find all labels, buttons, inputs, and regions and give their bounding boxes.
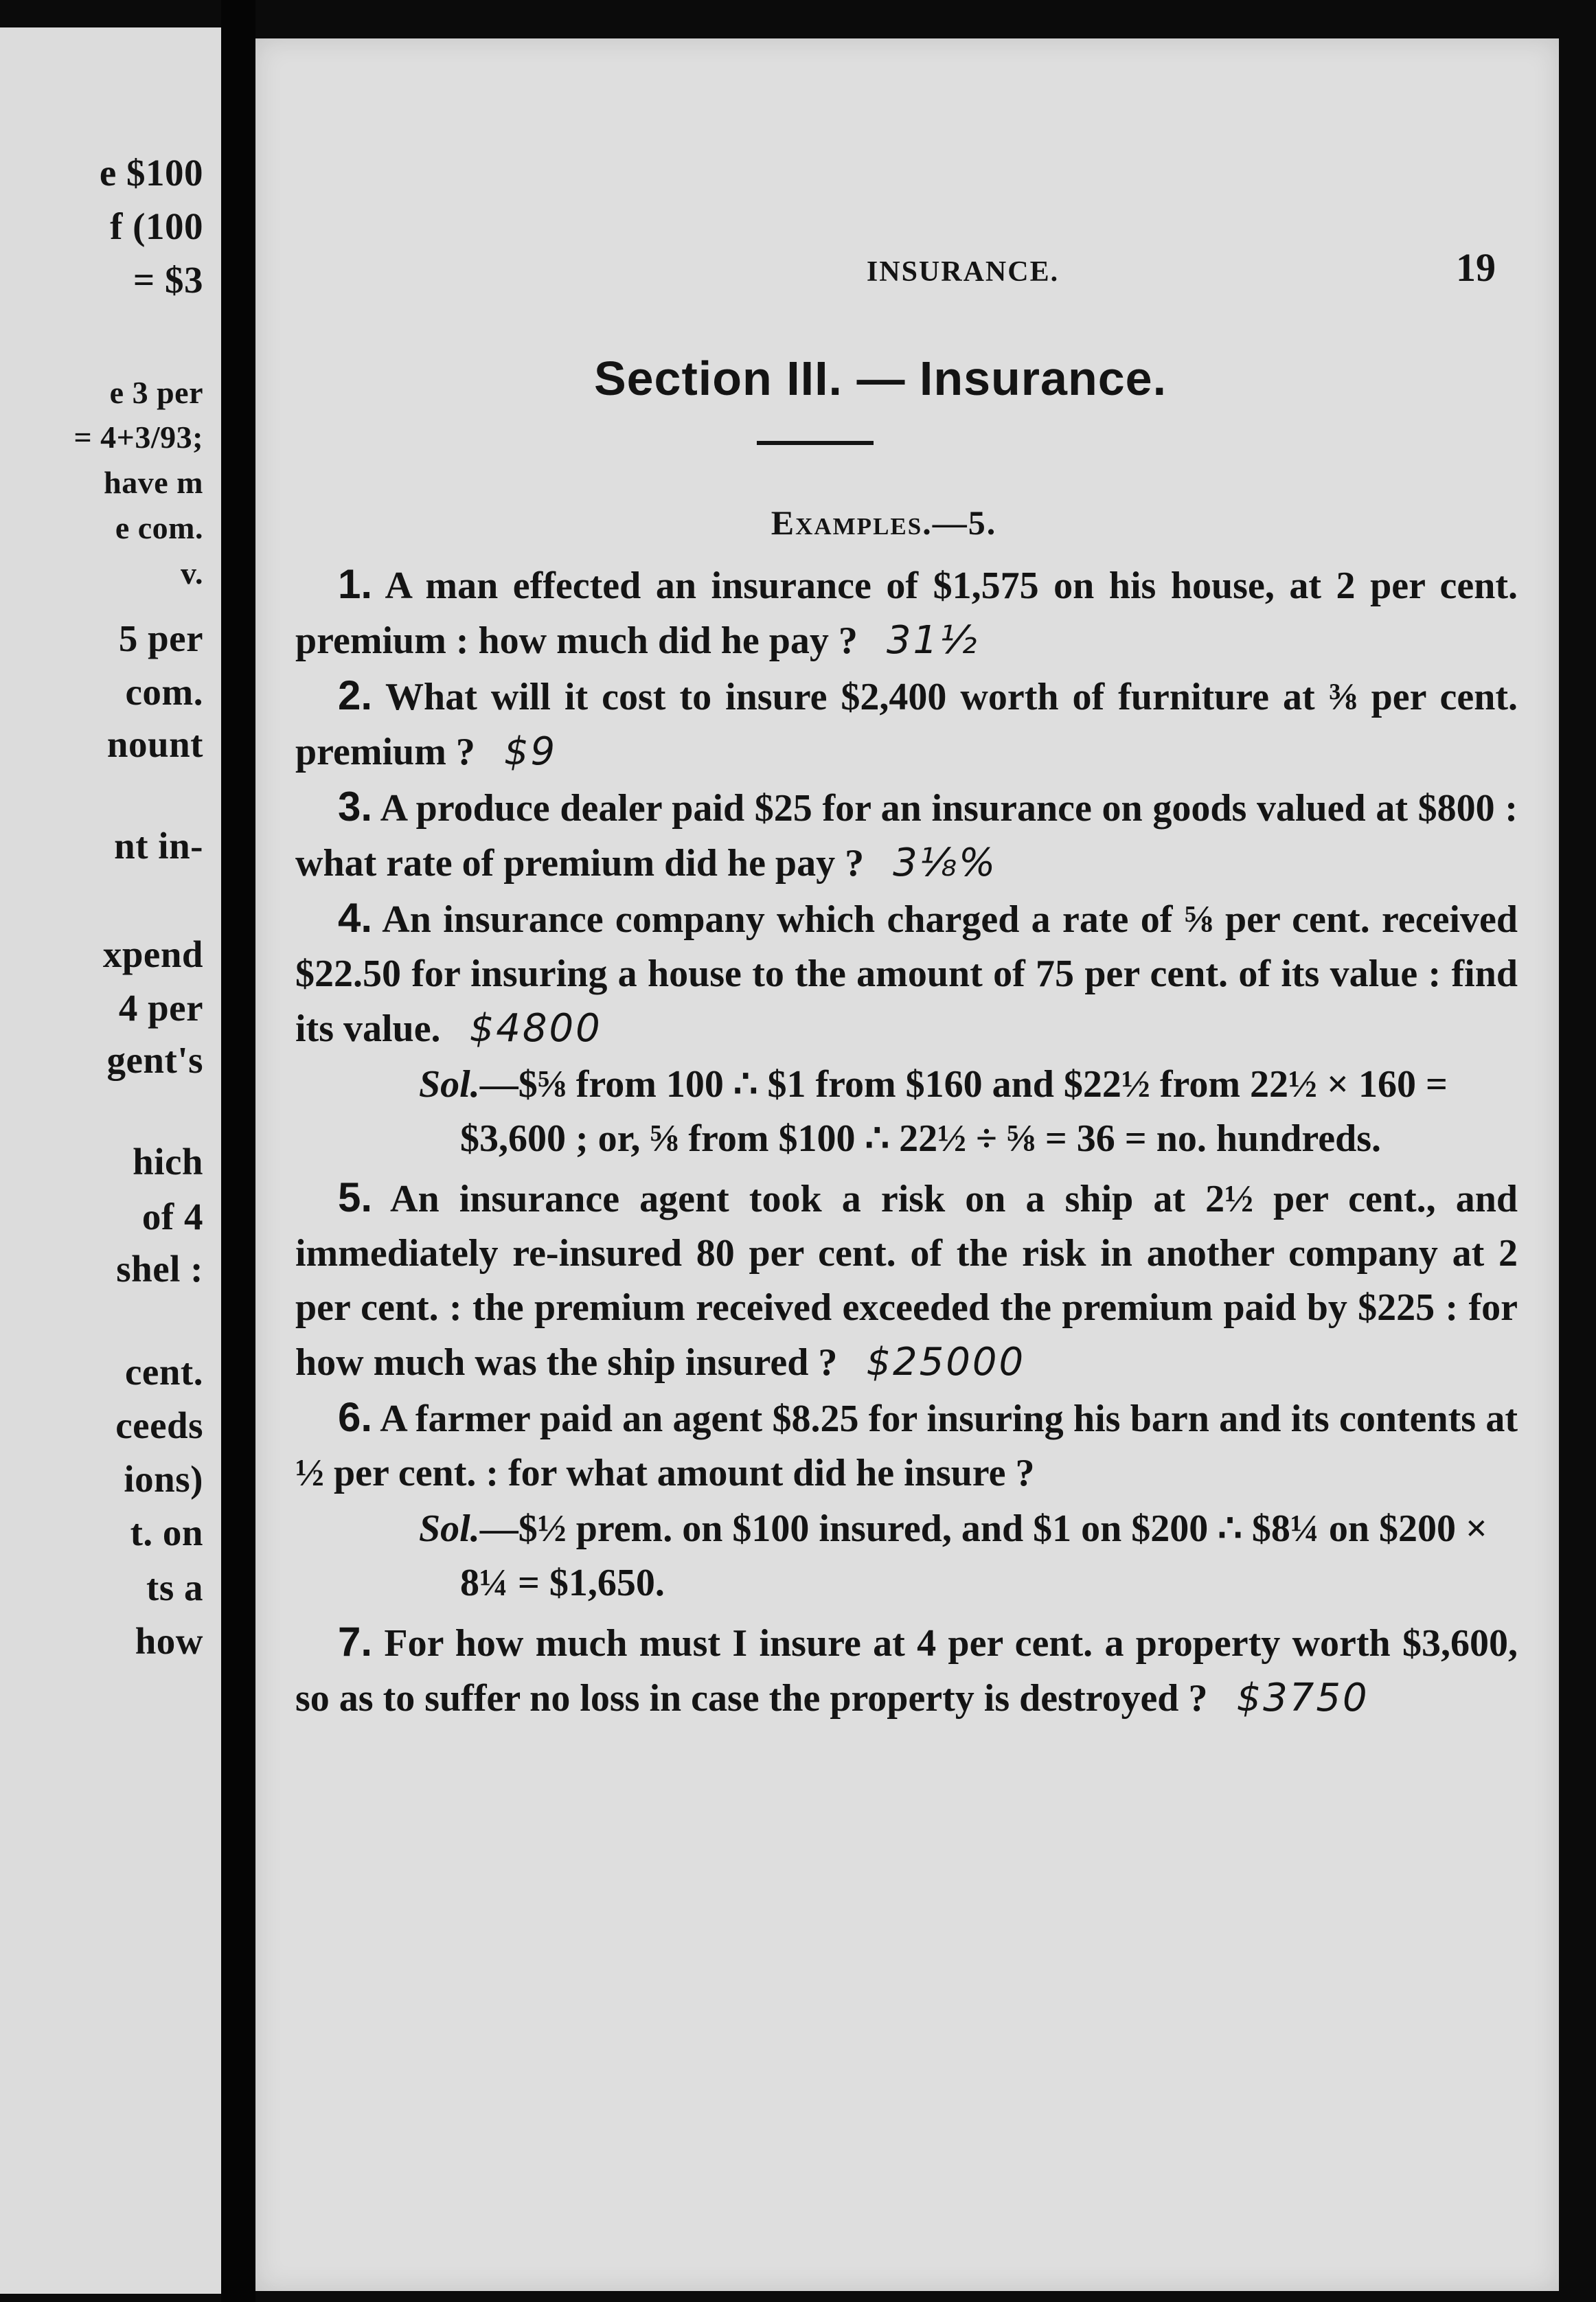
facing-page-text: shel : xyxy=(116,1248,203,1290)
facing-page-text: com. xyxy=(125,671,203,713)
handwritten-answer: $3750 xyxy=(1236,1676,1369,1720)
page-number: 19 xyxy=(1456,245,1496,290)
book-page xyxy=(255,38,1559,2291)
facing-page-text: e com. xyxy=(115,510,203,545)
facing-page-text: f (100 xyxy=(110,205,203,247)
handwritten-answer: $4800 xyxy=(469,1006,602,1051)
example-2 xyxy=(295,668,1518,779)
facing-page-text: gent's xyxy=(106,1039,203,1081)
examples-heading: Examples.—5. xyxy=(771,503,997,542)
handwritten-answer: 3⅛% xyxy=(893,841,998,885)
example-number: 3. xyxy=(338,784,373,830)
example-text: For how much must I insure at 4 per cent. a property worth $3,600, so as to suffer no loss in case the property is destroyed ? xyxy=(295,1622,1518,1720)
solution-label: Sol. xyxy=(419,1063,480,1106)
section-title: Section III. — Insurance. xyxy=(593,352,1167,405)
example-4 xyxy=(295,891,1518,1056)
solution-text: —$⅝ from 100 ∴ $1 from $160 and $22½ from 22½ × 160 = $3,600 ; or, ⅝ from $100 ∴ 22½ ÷ ⅝ = 36 = no. hundreds. xyxy=(460,1063,1448,1160)
facing-page-text: e $100 xyxy=(99,152,203,194)
solution-label: Sol. xyxy=(419,1507,480,1550)
facing-page-text: cent. xyxy=(125,1351,203,1393)
example-text: An insurance company which charged a rate of ⅝ per cent. received $22.50 for insuring a house to the amount of 75 per cent. of its value : find its value. xyxy=(295,898,1518,1050)
example-text: An insurance agent took a risk on a ship at 2½ per cent., and immediately re-insured 80 per cent. of the risk in another company at 2 per cent. : the premium received exceeded the premium paid by $225 : for how much was the ship insured ? xyxy=(295,1178,1518,1384)
solution-text: —$½ prem. on $100 insured, and $1 on $200 ∴ $8¼ on $200 × 8¼ = $1,650. xyxy=(460,1507,1487,1604)
facing-page-text: ts a xyxy=(146,1566,203,1608)
facing-page-text: hich xyxy=(133,1141,203,1183)
example-number: 6. xyxy=(338,1394,373,1440)
facing-page-text: 4 per xyxy=(118,987,203,1029)
example-3 xyxy=(295,779,1518,891)
facing-page-text: e 3 per xyxy=(109,375,203,410)
example-1 xyxy=(295,557,1518,668)
example-number: 1. xyxy=(338,561,373,607)
handwritten-answer: $25000 xyxy=(866,1340,1026,1384)
solution-6 xyxy=(419,1502,1518,1610)
facing-page-fragment xyxy=(0,27,221,2294)
facing-page-text: = 4+3/93; xyxy=(73,420,203,455)
facing-page-text: have m xyxy=(104,465,203,500)
facing-page-text: v. xyxy=(181,556,203,591)
examples-list xyxy=(295,557,1518,1726)
handwritten-answer: $9 xyxy=(503,729,558,774)
facing-page-text: ceeds xyxy=(115,1404,203,1446)
example-text: A produce dealer paid $25 for an insurance on goods valued at $800 : what rate of premium did he pay ? xyxy=(295,787,1518,885)
facing-page-text: nount xyxy=(106,723,203,765)
facing-page-text: nt in- xyxy=(114,825,203,867)
example-number: 7. xyxy=(338,1619,373,1665)
book-gutter xyxy=(221,0,255,2302)
example-number: 4. xyxy=(338,895,373,941)
facing-page-text: = $3 xyxy=(133,259,203,301)
facing-page-text: ions) xyxy=(124,1458,203,1500)
facing-page-text: xpend xyxy=(102,933,203,975)
running-head: INSURANCE. xyxy=(866,256,1060,288)
facing-page-text: 5 per xyxy=(118,617,203,659)
example-5 xyxy=(295,1170,1518,1390)
title-rule xyxy=(757,441,874,445)
facing-page-text: of 4 xyxy=(141,1196,203,1238)
example-text: A man effected an insurance of $1,575 on his house, at 2 per cent. premium : how much did he pay ? xyxy=(295,565,1518,662)
example-6 xyxy=(295,1390,1518,1501)
example-text: What will it cost to insure $2,400 worth of furniture at ⅜ per cent. premium ? xyxy=(295,676,1518,773)
example-text: A farmer paid an agent $8.25 for insuring his barn and its contents at ½ per cent. : for what amount did he insure ? xyxy=(295,1398,1518,1494)
solution-4 xyxy=(419,1058,1518,1166)
example-7 xyxy=(295,1615,1518,1726)
facing-page-text: how xyxy=(135,1620,203,1662)
example-number: 5. xyxy=(338,1174,373,1220)
example-number: 2. xyxy=(338,672,373,718)
handwritten-answer: 31½ xyxy=(886,618,979,663)
facing-page-text: t. on xyxy=(130,1512,203,1553)
